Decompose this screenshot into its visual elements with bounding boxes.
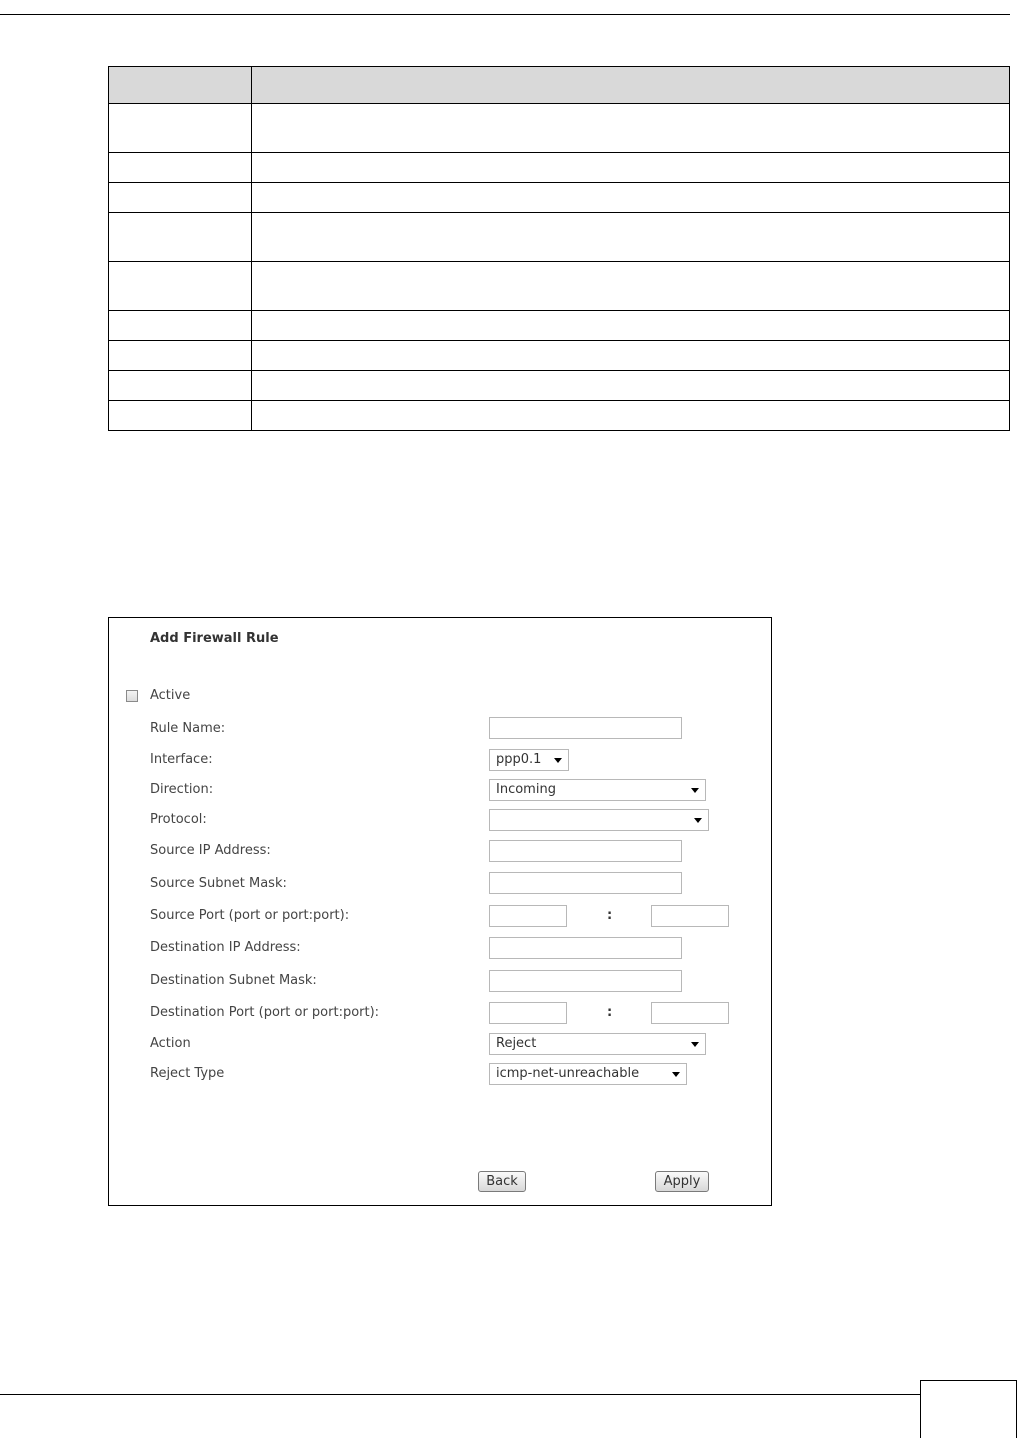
source-mask-label: Source Subnet Mask:	[150, 876, 287, 891]
interface-select-value: ppp0.1	[496, 752, 542, 767]
table-row	[109, 104, 1010, 153]
table-cell-description	[252, 341, 1010, 371]
rule-name-input[interactable]	[489, 717, 682, 739]
dest-ip-label: Destination IP Address:	[150, 940, 301, 955]
rule-name-label: Rule Name:	[150, 721, 226, 736]
table-cell-label	[109, 401, 252, 431]
table-row	[109, 401, 1010, 431]
direction-select[interactable]	[489, 779, 706, 801]
dest-port-label: Destination Port (port or port:port):	[150, 1005, 380, 1020]
table-row	[109, 153, 1010, 183]
reject-type-select[interactable]	[489, 1063, 687, 1085]
dest-port-end-input[interactable]	[651, 1002, 729, 1024]
table-cell-label	[109, 341, 252, 371]
table-cell-description	[252, 213, 1010, 262]
table-cell-description	[252, 104, 1010, 153]
table-cell-description	[252, 262, 1010, 311]
reference-table-header	[109, 67, 1010, 104]
action-label: Action	[150, 1036, 191, 1051]
dest-port-start-input[interactable]	[489, 1002, 567, 1024]
source-ip-label: Source IP Address:	[150, 843, 271, 858]
dest-mask-input[interactable]	[489, 970, 682, 992]
table-cell-label	[109, 183, 252, 213]
table-cell-description	[252, 183, 1010, 213]
apply-button[interactable]: Apply	[655, 1171, 709, 1192]
active-checkbox[interactable]	[126, 690, 138, 702]
direction-select-value: Incoming	[496, 782, 556, 797]
back-button[interactable]: Back	[478, 1171, 526, 1192]
table-row	[109, 311, 1010, 341]
source-port-separator: :	[607, 908, 613, 923]
chevron-down-icon	[694, 818, 702, 823]
source-port-label: Source Port (port or port:port):	[150, 908, 350, 923]
action-select-value: Reject	[496, 1036, 537, 1051]
table-cell-label	[109, 213, 252, 262]
source-port-start-input[interactable]	[489, 905, 567, 927]
footer-rule	[0, 1394, 920, 1395]
action-select[interactable]	[489, 1033, 706, 1055]
table-cell-description	[252, 371, 1010, 401]
reference-table	[108, 66, 1010, 431]
reference-table-header-label	[109, 67, 252, 104]
page-number-box	[920, 1380, 1017, 1438]
chevron-down-icon	[691, 788, 699, 793]
table-cell-label	[109, 311, 252, 341]
protocol-label: Protocol:	[150, 812, 207, 827]
source-ip-input[interactable]	[489, 840, 682, 862]
source-mask-input[interactable]	[489, 872, 682, 894]
reference-table-header-description	[252, 67, 1010, 104]
reject-type-select-value: icmp-net-unreachable	[496, 1066, 640, 1081]
reject-type-label: Reject Type	[150, 1066, 225, 1081]
dest-mask-label: Destination Subnet Mask:	[150, 973, 317, 988]
table-row	[109, 183, 1010, 213]
chevron-down-icon	[554, 758, 562, 763]
dialog-title: Add Firewall Rule	[150, 631, 279, 646]
dest-ip-input[interactable]	[489, 937, 682, 959]
dest-port-separator: :	[607, 1005, 613, 1020]
interface-select[interactable]	[489, 749, 569, 771]
table-row	[109, 213, 1010, 262]
table-cell-label	[109, 262, 252, 311]
header-rule	[0, 14, 1010, 15]
chevron-down-icon	[672, 1072, 680, 1077]
table-row	[109, 262, 1010, 311]
direction-label: Direction:	[150, 782, 214, 797]
table-cell-label	[109, 153, 252, 183]
table-cell-label	[109, 371, 252, 401]
interface-label: Interface:	[150, 752, 213, 767]
table-cell-description	[252, 311, 1010, 341]
source-port-end-input[interactable]	[651, 905, 729, 927]
add-firewall-rule-dialog	[108, 617, 772, 1206]
table-cell-description	[252, 401, 1010, 431]
protocol-select[interactable]	[489, 809, 709, 831]
active-label: Active	[150, 688, 191, 703]
table-cell-label	[109, 104, 252, 153]
chevron-down-icon	[691, 1042, 699, 1047]
table-cell-description	[252, 153, 1010, 183]
table-row	[109, 371, 1010, 401]
table-row	[109, 341, 1010, 371]
